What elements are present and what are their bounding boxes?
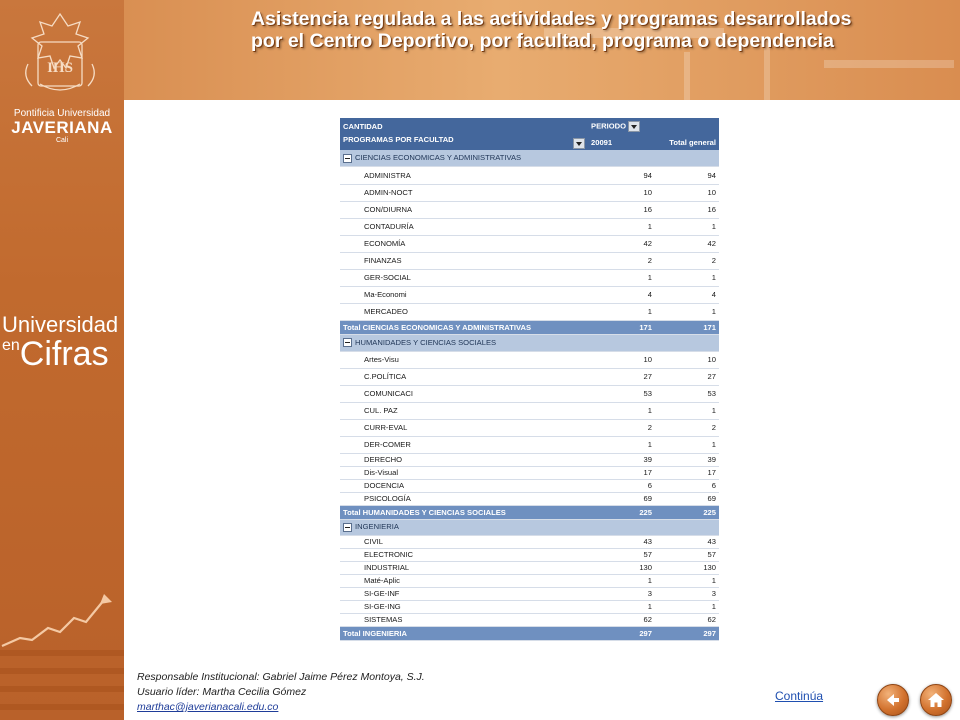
total-value <box>655 218 719 235</box>
total-value-text: 53 <box>707 389 716 398</box>
total-value-text: 57 <box>707 550 716 559</box>
total-value <box>655 303 719 320</box>
group-total-value-text: 225 <box>639 507 652 517</box>
header-decoration <box>684 52 690 100</box>
total-value-text: 1 <box>711 222 716 231</box>
total-value-text: 27 <box>707 372 716 381</box>
group-row <box>340 334 719 351</box>
period-value-text: 3 <box>647 589 652 598</box>
total-value <box>655 436 719 453</box>
group-total-value-text: 297 <box>639 628 652 638</box>
group-total-general <box>655 626 719 640</box>
period-value <box>588 587 655 600</box>
period-value <box>588 166 655 184</box>
total-value-text: 1 <box>711 406 716 415</box>
period-value-text: 4 <box>647 290 652 299</box>
program-name <box>340 184 588 201</box>
cifras-line2 <box>2 337 109 371</box>
period-value <box>588 574 655 587</box>
sidebar-stripe <box>0 650 124 656</box>
table-row <box>340 235 719 252</box>
table-row <box>340 548 719 561</box>
period-value-text: 16 <box>643 205 652 214</box>
sidebar-stripe <box>0 668 124 674</box>
table-row <box>340 252 719 269</box>
program-name-text: INDUSTRIAL <box>364 563 410 572</box>
period-value-text: 43 <box>643 537 652 546</box>
period-value <box>588 218 655 235</box>
program-name <box>340 479 588 492</box>
arrow-left-icon <box>883 690 903 710</box>
title-line2: por el Centro Deportivo, por facultad, programa o dependencia <box>251 30 834 52</box>
group-name-text: CIENCIAS ECONOMICAS Y ADMINISTRATIVAS <box>355 153 522 162</box>
total-value <box>655 419 719 436</box>
program-name <box>340 351 588 368</box>
program-name <box>340 218 588 235</box>
univ-line1: Pontificia Universidad <box>13 108 111 119</box>
header-programas <box>340 134 588 150</box>
total-value-text: 3 <box>711 589 716 598</box>
table-row <box>340 466 719 479</box>
sidebar-stripe <box>0 704 124 710</box>
filter-dropdown-icon[interactable] <box>573 138 585 149</box>
program-name-text: MERCADEO <box>364 307 408 316</box>
period-value <box>588 201 655 218</box>
header-programas-text: PROGRAMAS POR FACULTAD <box>343 135 454 144</box>
page-title <box>251 8 931 52</box>
program-name <box>340 436 588 453</box>
table-row <box>340 436 719 453</box>
collapse-icon[interactable] <box>343 338 352 347</box>
period-value <box>588 466 655 479</box>
total-value-text: 16 <box>707 205 716 214</box>
pivot-header-row <box>340 134 719 150</box>
program-name-text: CURR-EVAL <box>364 423 408 432</box>
period-value <box>588 436 655 453</box>
total-value-text: 6 <box>711 481 716 490</box>
program-name-text: CON/DIURNA <box>364 205 413 214</box>
total-value-text: 17 <box>707 468 716 477</box>
program-name-text: Maté-Aplic <box>364 576 400 585</box>
program-name <box>340 613 588 626</box>
group-name-text: HUMANIDADES Y CIENCIAS SOCIALES <box>355 337 497 347</box>
program-name <box>340 252 588 269</box>
sidebar-stripe <box>0 686 124 692</box>
total-value-text: 43 <box>707 537 716 546</box>
group-total-general <box>655 320 719 334</box>
group-total-general <box>655 505 719 519</box>
table-row <box>340 368 719 385</box>
total-value <box>655 587 719 600</box>
group-name <box>340 334 719 351</box>
collapse-icon[interactable] <box>343 523 352 532</box>
group-row <box>340 519 719 535</box>
period-value-text: 2 <box>647 256 652 265</box>
group-total-value-text: 171 <box>639 322 652 332</box>
group-total-general-text: 225 <box>703 507 716 517</box>
table-row <box>340 453 719 466</box>
email-link[interactable]: marthac@javerianacali.edu.co <box>137 701 279 713</box>
program-name <box>340 600 588 613</box>
total-value <box>655 561 719 574</box>
program-name-text: Artes-Visu <box>364 355 399 364</box>
total-value <box>655 269 719 286</box>
program-name-text: CIVIL <box>364 537 383 546</box>
group-total-value <box>588 505 655 519</box>
period-value <box>588 368 655 385</box>
total-value <box>655 479 719 492</box>
university-crest-icon <box>10 4 110 100</box>
total-value <box>655 235 719 252</box>
period-value <box>588 419 655 436</box>
program-name-text: SI-GE-INF <box>364 589 400 598</box>
period-value <box>588 235 655 252</box>
program-name <box>340 492 588 505</box>
group-total-row <box>340 626 719 640</box>
period-value-text: 17 <box>643 468 652 477</box>
table-row <box>340 286 719 303</box>
program-name-text: CONTADURÍA <box>364 222 414 231</box>
period-value <box>588 479 655 492</box>
period-value-text: 69 <box>643 494 652 503</box>
period-value-text: 1 <box>647 406 652 415</box>
table-row <box>340 587 719 600</box>
group-total-value <box>588 320 655 334</box>
title-line1: Asistencia regulada a las actividades y programas desarrollados <box>251 8 852 30</box>
table-row <box>340 218 719 235</box>
filter-dropdown-icon[interactable] <box>628 121 640 132</box>
back-button[interactable] <box>877 684 909 716</box>
program-name-text: Ma-Economi <box>364 290 407 299</box>
period-value <box>588 286 655 303</box>
period-value-text: 1 <box>647 602 652 611</box>
table-row <box>340 184 719 201</box>
program-name <box>340 166 588 184</box>
period-value-text: 27 <box>643 372 652 381</box>
period-value-text: 94 <box>643 170 652 180</box>
university-name <box>0 108 124 145</box>
total-value-text: 94 <box>707 170 716 180</box>
total-value-text: 10 <box>707 355 716 364</box>
total-value <box>655 548 719 561</box>
pivot-header-row <box>340 118 719 134</box>
program-name-text: DER-COMER <box>364 440 411 449</box>
total-value-text: 62 <box>707 615 716 624</box>
program-name-text: CUL. PAZ <box>364 406 398 415</box>
program-name-text: SI-GE-ING <box>364 602 401 611</box>
program-name <box>340 402 588 419</box>
period-value-text: 39 <box>643 455 652 464</box>
program-name <box>340 466 588 479</box>
program-name-text: PSICOLOGÍA <box>364 494 411 503</box>
period-value <box>588 351 655 368</box>
program-name <box>340 535 588 548</box>
program-name-text: ADMINISTRA <box>364 170 411 180</box>
program-name <box>340 574 588 587</box>
total-value-text: 1 <box>711 602 716 611</box>
total-value <box>655 535 719 548</box>
header-empty <box>655 118 719 134</box>
program-name <box>340 201 588 218</box>
univ-line3: Cali <box>55 137 69 144</box>
total-value <box>655 201 719 218</box>
period-value-text: 1 <box>647 222 652 231</box>
period-value <box>588 385 655 402</box>
total-value-text: 1 <box>711 307 716 316</box>
period-value-text: 1 <box>647 440 652 449</box>
period-value-text: 6 <box>647 481 652 490</box>
program-name-text: COMUNICACI <box>364 389 413 398</box>
total-value-text: 10 <box>707 188 716 197</box>
program-name <box>340 548 588 561</box>
total-value-text: 1 <box>711 273 716 282</box>
total-value <box>655 613 719 626</box>
group-total-value <box>588 626 655 640</box>
program-name <box>340 303 588 320</box>
program-name <box>340 419 588 436</box>
program-name-text: ECONOMÍA <box>364 239 406 248</box>
table-row <box>340 303 719 320</box>
table-row <box>340 613 719 626</box>
group-name <box>340 150 719 166</box>
group-total-row <box>340 320 719 334</box>
header-period-value <box>588 134 655 150</box>
total-value <box>655 286 719 303</box>
total-value-text: 4 <box>711 290 716 299</box>
total-value-text: 39 <box>707 455 716 464</box>
program-name-text: DERECHO <box>364 455 402 464</box>
program-name <box>340 385 588 402</box>
period-value-text: 42 <box>643 239 652 248</box>
footer-credits <box>137 670 425 715</box>
table-row <box>340 269 719 286</box>
period-value <box>588 269 655 286</box>
period-value-text: 53 <box>643 389 652 398</box>
sidebar <box>0 0 124 720</box>
program-name-text: ELECTRONIC <box>364 550 413 559</box>
continua-link[interactable]: Continúa <box>775 689 824 703</box>
usuario-lider-text: Usuario líder: Martha Cecilia Gómez <box>137 686 307 698</box>
period-value <box>588 184 655 201</box>
period-value <box>588 600 655 613</box>
svg-text:IHS: IHS <box>47 60 73 76</box>
program-name <box>340 561 588 574</box>
table-row <box>340 166 719 184</box>
total-value-text: 2 <box>711 423 716 432</box>
program-name-text: FINANZAS <box>364 256 402 265</box>
total-value <box>655 184 719 201</box>
period-value-text: 1 <box>647 273 652 282</box>
group-total-label-text: Total INGENIERIA <box>343 628 407 638</box>
program-name <box>340 453 588 466</box>
program-name-text: Dis-Visual <box>364 468 399 477</box>
group-total-label <box>340 505 588 519</box>
program-name <box>340 235 588 252</box>
home-button[interactable] <box>920 684 952 716</box>
table-row <box>340 479 719 492</box>
program-name-text: C.POLÍTICA <box>364 372 407 381</box>
cifras-word: Cifras <box>19 335 109 373</box>
group-total-general-text: 171 <box>703 322 716 332</box>
period-value-text: 10 <box>643 355 652 364</box>
total-value <box>655 252 719 269</box>
table-row <box>340 574 719 587</box>
group-total-general-text: 297 <box>703 628 716 638</box>
table-row <box>340 201 719 218</box>
collapse-icon[interactable] <box>343 154 352 163</box>
period-value-text: 1 <box>647 307 652 316</box>
table-row <box>340 419 719 436</box>
table-row <box>340 600 719 613</box>
header-cantidad <box>340 118 588 134</box>
home-icon <box>926 690 946 710</box>
program-name <box>340 368 588 385</box>
period-value <box>588 453 655 466</box>
total-value <box>655 166 719 184</box>
header-total-general-text: Total general <box>669 137 716 147</box>
period-value <box>588 613 655 626</box>
pivot-table <box>340 118 719 641</box>
period-value <box>588 535 655 548</box>
total-value <box>655 574 719 587</box>
program-name <box>340 587 588 600</box>
total-value <box>655 402 719 419</box>
group-total-label <box>340 626 588 640</box>
period-value <box>588 561 655 574</box>
total-value-text: 2 <box>711 256 716 265</box>
cifras-line1: Universidad <box>2 312 119 337</box>
total-value-text: 69 <box>707 494 716 503</box>
group-total-label <box>340 320 588 334</box>
program-name-text: SISTEMAS <box>364 615 403 624</box>
table-row <box>340 385 719 402</box>
cifras-en: en <box>2 337 20 354</box>
period-value-text: 57 <box>643 550 652 559</box>
group-total-label-text: Total HUMANIDADES Y CIENCIAS SOCIALES <box>343 507 506 517</box>
program-name-text: DOCENCIA <box>364 481 405 490</box>
total-value <box>655 492 719 505</box>
group-total-row <box>340 505 719 519</box>
period-value-text: 10 <box>643 188 652 197</box>
header-decoration <box>824 60 954 68</box>
period-value <box>588 402 655 419</box>
period-value-text: 2 <box>647 423 652 432</box>
group-name <box>340 519 719 535</box>
total-value-text: 1 <box>711 576 716 585</box>
table-row <box>340 351 719 368</box>
header-period-value-text: 20091 <box>591 137 613 147</box>
total-value-text: 1 <box>711 440 716 449</box>
program-name-text: ADMIN-NOCT <box>364 188 413 197</box>
header-total-general <box>655 134 719 150</box>
group-row <box>340 150 719 166</box>
total-value-text: 42 <box>707 239 716 248</box>
total-value-text: 130 <box>703 563 716 572</box>
table-row <box>340 561 719 574</box>
program-name <box>340 286 588 303</box>
period-value-text: 130 <box>639 563 652 572</box>
total-value <box>655 385 719 402</box>
program-name-text: GER-SOCIAL <box>364 273 411 282</box>
group-name-text: INGENIERIA <box>355 522 399 532</box>
table-row <box>340 402 719 419</box>
total-value <box>655 453 719 466</box>
total-value <box>655 600 719 613</box>
header-cantidad-text: CANTIDAD <box>343 121 383 131</box>
program-name <box>340 269 588 286</box>
period-value-text: 62 <box>643 615 652 624</box>
univ-line2: JAVERIANA <box>11 118 113 137</box>
period-value <box>588 303 655 320</box>
header-periodo-text: PERIODO <box>591 121 627 130</box>
period-value <box>588 492 655 505</box>
period-value <box>588 252 655 269</box>
table-row <box>340 492 719 505</box>
total-value <box>655 368 719 385</box>
period-value-text: 1 <box>647 576 652 585</box>
table-row <box>340 535 719 548</box>
total-value <box>655 351 719 368</box>
total-value <box>655 466 719 479</box>
growth-arrow-icon <box>0 590 124 650</box>
period-value <box>588 548 655 561</box>
responsable-text: Responsable Institucional: Gabriel Jaime Pérez Montoya, S.J. <box>137 671 425 683</box>
group-total-label-text: Total CIENCIAS ECONOMICAS Y ADMINISTRATIVAS <box>343 322 532 332</box>
header-periodo <box>588 118 655 134</box>
